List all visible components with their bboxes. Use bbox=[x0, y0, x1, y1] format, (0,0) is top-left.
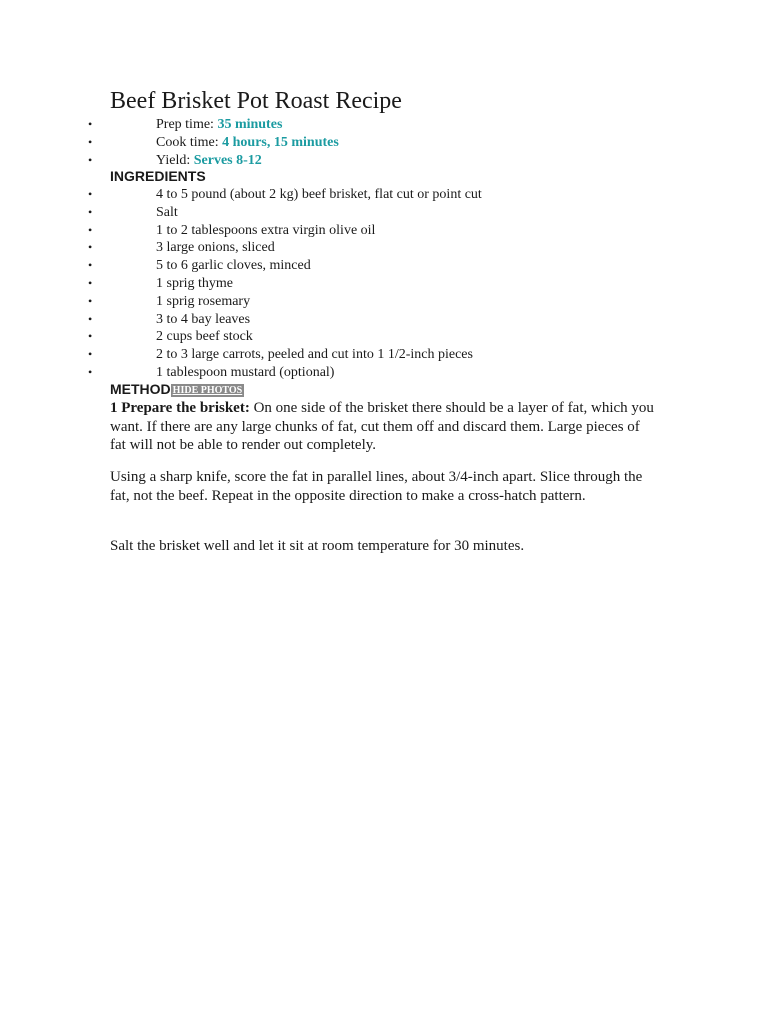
bullet-icon: • bbox=[88, 222, 93, 237]
bullet-icon: • bbox=[88, 117, 93, 131]
meta-label: Cook time: bbox=[156, 134, 223, 150]
bullet-icon: • bbox=[88, 152, 93, 167]
step-1-text: On one side of the brisket there should be a layer of fat, which you want. If there are any large chunks of fat, cut them off and discard them. Large pieces of fat will not be able to render out completely. bbox=[110, 400, 654, 453]
step-1-paragraph bbox=[110, 399, 655, 455]
meta-label: Yield: bbox=[156, 152, 194, 168]
meta-value: 4 hours, 15 minutes bbox=[222, 134, 339, 150]
bullet-icon: • bbox=[88, 347, 93, 362]
bullet-icon: • bbox=[88, 311, 93, 326]
ingredient-text: 2 cups beef stock bbox=[156, 329, 253, 345]
ingredient-text: 1 to 2 tablespoons extra virgin olive oil bbox=[156, 222, 376, 238]
step-1-paragraph-2: Using a sharp knife, score the fat in parallel lines, about 3/4-inch apart. Slice through the fat, not the beef. Repeat in the opposite direction to make a cross-hatch pattern. bbox=[110, 469, 643, 504]
ingredient-text: 5 to 6 garlic cloves, minced bbox=[156, 258, 311, 274]
meta-yield bbox=[156, 152, 262, 170]
bullet-icon: • bbox=[88, 240, 93, 255]
ingredients-heading: INGREDIENTS bbox=[110, 168, 206, 184]
bullet-icon: • bbox=[88, 187, 93, 201]
method-heading bbox=[110, 381, 244, 398]
bullet-icon: • bbox=[88, 293, 93, 308]
ingredient-text: 1 sprig thyme bbox=[156, 275, 233, 291]
ingredient-text: 1 sprig rosemary bbox=[156, 293, 251, 309]
ingredient-text: 3 to 4 bay leaves bbox=[156, 311, 251, 327]
meta-prep-time bbox=[156, 116, 282, 134]
bullet-icon: • bbox=[88, 204, 93, 219]
hide-photos-button[interactable]: HIDE PHOTOS bbox=[172, 385, 243, 396]
page-title: Beef Brisket Pot Roast Recipe bbox=[110, 88, 402, 114]
meta-label: Prep time: bbox=[156, 117, 218, 132]
bullet-icon: • bbox=[88, 364, 93, 379]
bullet-icon: • bbox=[88, 258, 93, 273]
step-1-label: 1 Prepare the brisket: bbox=[110, 400, 250, 416]
bullet-icon: • bbox=[88, 275, 93, 290]
meta-cook-time bbox=[156, 134, 339, 152]
ingredient-text: 2 to 3 large carrots, peeled and cut into 1 1/2-inch pieces bbox=[156, 347, 473, 363]
ingredient-text: 4 to 5 pound (about 2 kg) beef brisket, flat cut or point cut bbox=[156, 187, 482, 202]
ingredient-text: Salt bbox=[156, 204, 178, 220]
meta-value: 35 minutes bbox=[217, 117, 283, 132]
ingredient-text: 1 tablespoon mustard (optional) bbox=[156, 364, 335, 380]
bullet-icon: • bbox=[88, 329, 93, 344]
method-heading-label: METHOD bbox=[110, 381, 171, 397]
step-1-paragraph-3: Salt the brisket well and let it sit at room temperature for 30 minutes. bbox=[110, 538, 525, 554]
meta-value: Serves 8-12 bbox=[193, 152, 262, 168]
ingredient-text: 3 large onions, sliced bbox=[156, 240, 275, 256]
bullet-icon: • bbox=[88, 134, 93, 149]
